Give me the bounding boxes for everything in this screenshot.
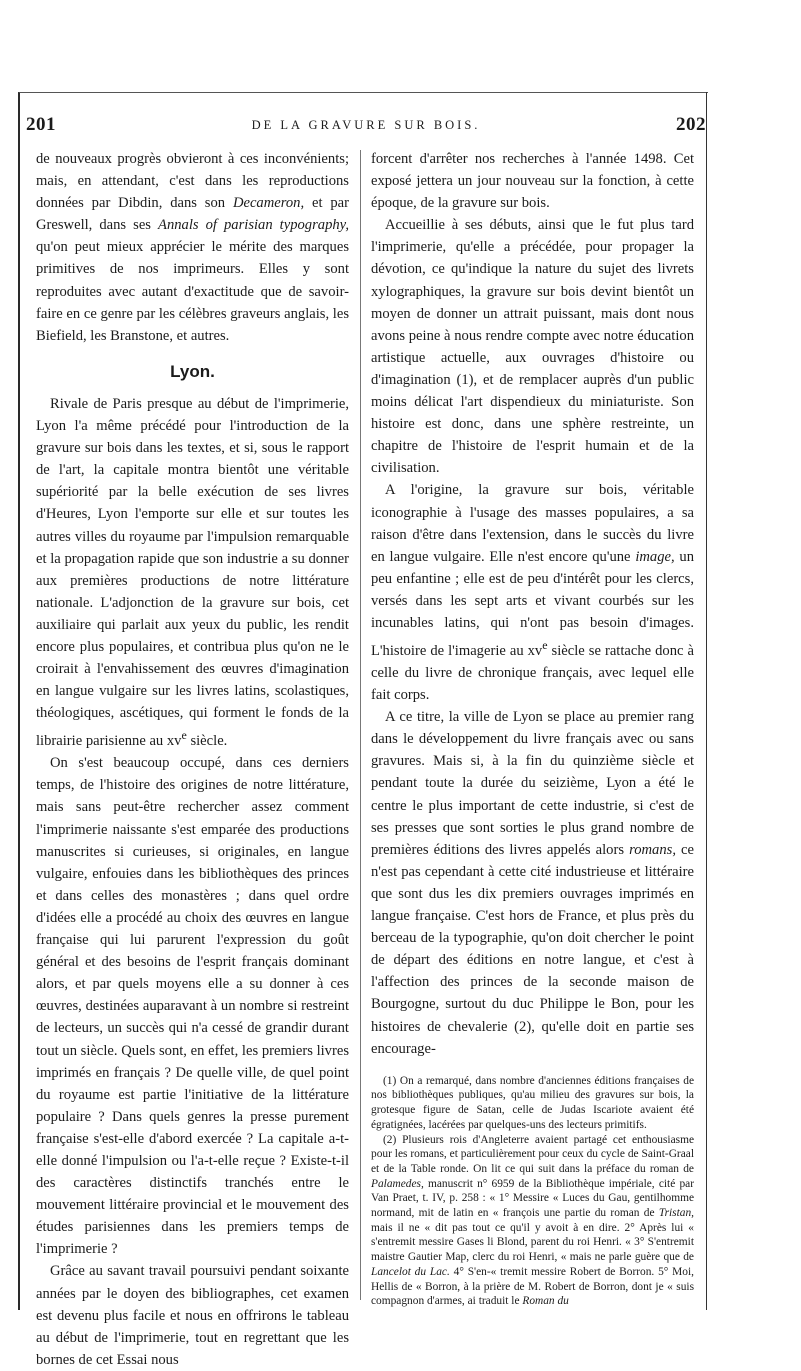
running-header <box>26 114 706 140</box>
paragraph: A l'origine, la gravure sur bois, véritable iconographie à l'usage des masses populaires, a sa raison d'être dans l'extension, dans le succès du livre en langue vulgaire. Elle n'est encore qu'une image, un peu enfantine ; elle est de peu d'intérêt pour les clercs, versés dans les sept arts et vivant courbés sur les incunables latins, qui n'ont pas besoin d'images. L'histoire de l'imagerie au $xv^e$ siècle se rattache donc à celle du livre de chronique français, avec lequel elle fait corps. <box>371 482 694 704</box>
paragraph: forcent d'arrêter nos recherches à l'année 1498. Cet exposé jettera un jour nouveau sur la fonction, à cette époque, de la gravure sur bois. <box>371 151 694 212</box>
paragraph: A ce titre, la ville de Lyon se place au premier rang dans le développement du livre français avec ou sans gravures. Mais si, à la fin du quinzième siècle et pendant toute la durée du seizième, Lyon a été le centre le plus important de cette industrie, si c'est de ses presses que sont sorties le plus grand nombre de premières éditions des livres appelés alors romans, ce n'est pas cependant à cette cité industrieuse et littéraire que sont dus les dix premiers ouvrages imprimés en langue française. C'est hors de France, et plus près du berceau de la typographie, qu'on doit chercher le point de départ des éditions en notre langue, et c'est à l'affection des princes de la seconde maison de Bourgogne, surtout du duc Philippe le Bon, pour les histoires de chevalerie (2), qu'elle doit en partie ses encourage- <box>371 709 694 1057</box>
right-column <box>371 148 694 1309</box>
footnote-1: (1) On a remarqué, dans nombre d'anciennes éditions françaises de nos bibliothèques publiques, qu'au milieu des gravures sur bois, la grotesque figure de Satan, celle de Judas Iscariote avaient été égratignées, lacérées par quelques-uns des lecteurs primitifs. <box>371 1074 694 1131</box>
footnote-2: (2) Plusieurs rois d'Angleterre avaient partagé cet enthousiasme pour les romans, et particulièrement pour ceux du cycle de Saint-Graal et de la Table ronde. On lit ce qui suit dans la préface du roman de Palamedes, manuscrit n° 6959 de la Bibliothèque impériale, cité par Van Praet, t. IV, p. 258 : « 1° Messire « Luces du Gau, gentilhomme normand, mit de latin en « françois une partie du roman de Tristan, mais il ne « dit pas tout ce qu'il y avoit à en dire. 2° Après lui « s'entremit messire Gases li Blond, parent du roi Henri. « 3° S'entremit maistre Gautier Map, clerc du roi Henri, « mais ne parle guère que de Lancelot du Lac. 4° S'en-« tremit messire Robert de Borron. 5° Moi, Hellis de « Borron, à la prière de M. Robert de Borron, dont je « suis compagnon d'armes, ai traduit le Roman du <box>371 1133 694 1308</box>
column-divider <box>360 150 361 1300</box>
paragraph: Accueillie à ses débuts, ainsi que le fut plus tard l'imprimerie, qu'elle a précédée, pour propager la dévotion, ce qu'indique la nature du sujet des livrets xylographiques, la gravure sur bois devint bientôt un moyen de donner un attrait puissant, mais dont nous avons peine à nous rendre compte avec notre éducation artistique actuelle, aux ouvrages d'histoire ou d'imagination (1), et de remplacer auprès d'un public moins délicat l'art dispendieux du miniaturiste. Son histoire est donc, dans une sphère restreinte, un chapitre de l'histoire de l'esprit humain et de la civilisation. <box>371 217 694 477</box>
left-column <box>36 148 349 1371</box>
running-title: DE LA GRAVURE SUR BOIS. <box>251 118 481 132</box>
section-heading: Lyon. <box>170 361 215 381</box>
paragraph: de nouveaux progrès obvieront à ces inconvénients; mais, en attendant, c'est dans les reproductions données par Dibdin, dans son Decameron, et par Greswell, dans ses Annals of parisian typography, qu'on peut mieux apprécier le mérite des marques primitives de nos imprimeurs. Elles y sont reproduites avec autant d'exactitude que de savoir-faire en ce genre par les célèbres graveurs anglais, les Biefield, les Branstone, et autres. <box>36 151 349 344</box>
page-border-right <box>706 92 707 1310</box>
paragraph: Rivale de Paris presque au début de l'imprimerie, Lyon l'a même précédé pour l'introduction de la gravure sur bois dans les textes, et si, sous le rapport de l'art, la capitale montra bientôt une véritable supériorité par la belle exécution de ses livres d'Heures, Lyon l'emporte sur elle et sur toutes les autres villes du royaume par l'impulsion remarquable et la propagation rapide que son industrie a su donner aux premières productions de notre littérature nationale. L'adjonction de la gravure sur bois, cet auxiliaire qui parlait aux yeux du public, les rendit encore plus populaires, et contribua plus qu'on ne le croirait à l'envahissement des œuvres d'imagination en langue vulgaire sur les livres latins, scolastiques, théologiques, ascétiques, qui forment le fonds de la librairie parisienne au $xv^e$ siècle. <box>36 395 349 750</box>
footnotes <box>371 1074 694 1309</box>
paragraph: Grâce au savant travail poursuivi pendant soixante années par le doyen des bibliographes, cet examen est devenu plus facile et nous en offrirons le tableau au début de l'imprimerie, tout en regrettant que les bornes de cet Essai nous <box>36 1263 349 1368</box>
paragraph: On s'est beaucoup occupé, dans ces derniers temps, de l'histoire des origines de notre littérature, mais sans peut-être rechercher assez comment l'imprimerie naissante s'est emparée des productions manuscrites si curieuses, si originales, en langue vulgaire, enfouies dans les bibliothèques des princes et dans celles des monastères ; dans quel ordre d'idées elle a procédé au choix des œuvres en langue française qui lui parurent l'expression du goût général et des besoins de l'esprit français dominant alors, et par quels moyens elle a su donner à ces œuvres, destinées auparavant à un nombre si restreint de lecteurs, un succès qui n'a cessé de grandir durant tout un siècle. Quels sont, en effet, les premiers livres imprimés en français ? De quelle ville, de quel point du royaume est partie l'initiative de la littérature populaire ? Dans quels genres la presse purement française s'est-elle d'abord exercée ? La capitale a-t-elle donné l'impulsion ou l'a-t-elle reçue ? Existe-t-il des caractères distinctifs tranchés entre le mouvement littéraire provincial et le mouvement des études parisiennes dans les premiers temps de l'imprimerie ? <box>36 755 349 1258</box>
page-number-left: 201 <box>26 114 56 135</box>
page-number-right: 202 <box>676 114 706 135</box>
